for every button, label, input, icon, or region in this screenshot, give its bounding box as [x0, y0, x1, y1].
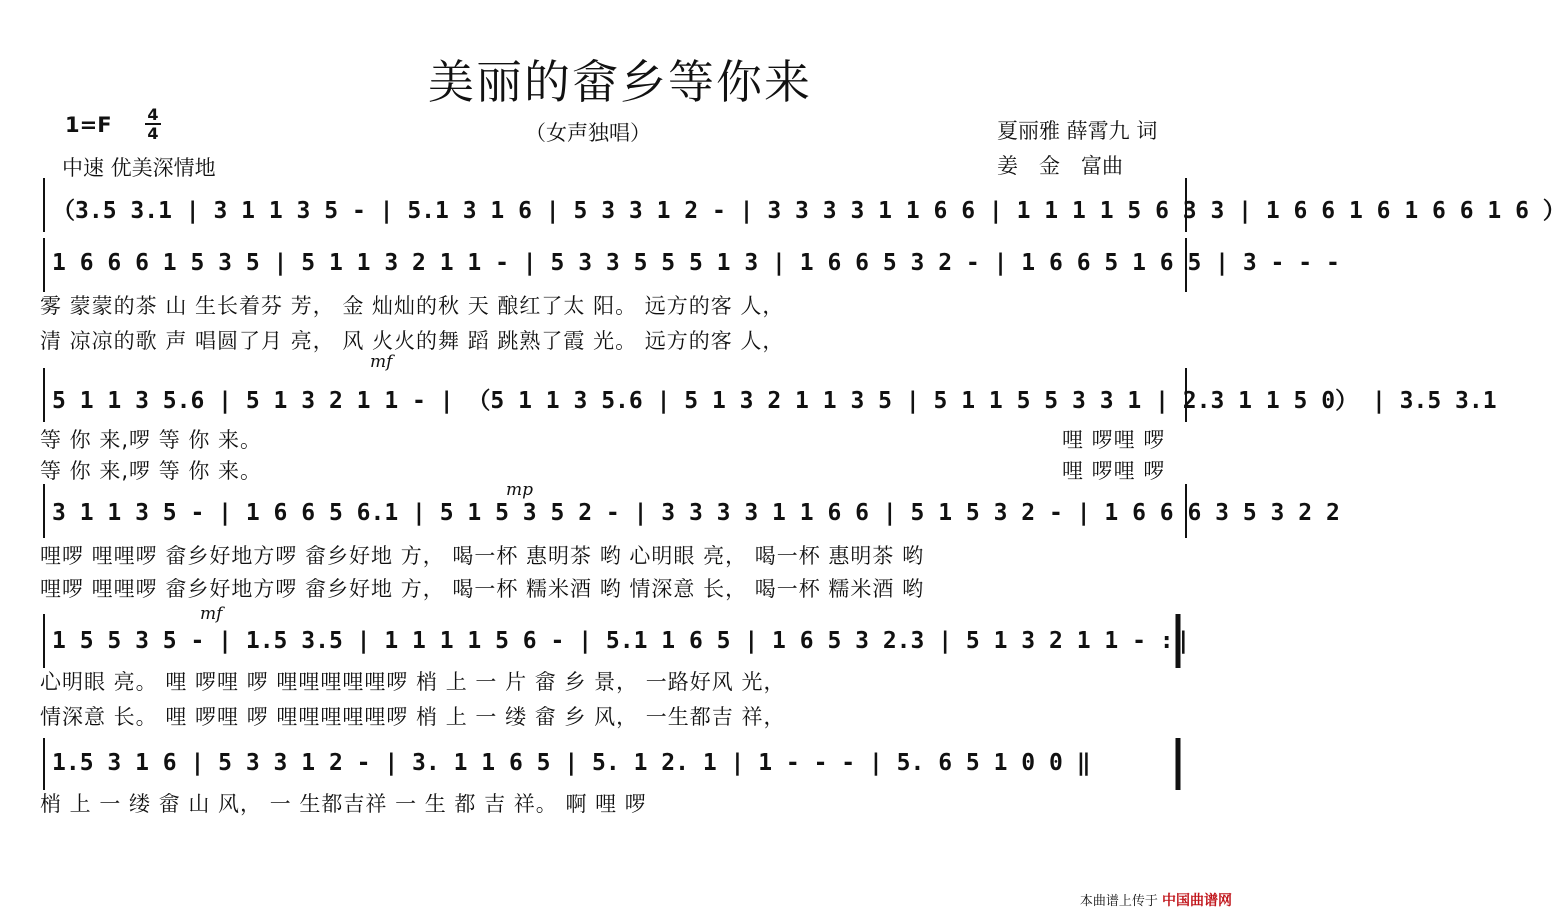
lyric-line: 哩 啰哩 啰: [1062, 459, 1166, 483]
lyric-line: 哩 啰哩 啰: [1062, 428, 1166, 452]
site-logo[interactable]: 中国曲谱网: [1162, 893, 1232, 909]
time-signature-bottom: 4: [147, 124, 159, 143]
lyric-line: 情深意 长。 哩 啰哩 啰 哩哩哩哩哩啰 梢 上 一 缕 畲 乡 风， 一生都吉 祥，: [40, 705, 786, 729]
lyric-line: 哩啰 哩哩啰 畲乡好地方啰 畲乡好地 方， 喝一杯 糯米酒 哟 情深意 长， 喝一杯 糯米酒 哟: [40, 577, 925, 601]
key-signature: 1=F: [65, 113, 112, 137]
lyric-line: 哩啰 哩哩啰 畲乡好地方啰 畲乡好地 方， 喝一杯 惠明茶 哟 心明眼 亮， 喝一杯 惠明茶 哟: [40, 544, 925, 568]
lyric-line: 等 你 来,啰 等 你 来。: [40, 428, 263, 452]
notation-line-5: 1 5 5 3 5 - | 1.5 3.5 | 1 1 1 1 5 6 - | 5.1 1 6 5 | 1 6 5 3 2.3 | 5 1 3 2 1 1 - :‖: [52, 628, 1188, 654]
composer-credit: 姜 金 富曲: [997, 154, 1123, 178]
notation-line-1: （3.5 3.1 | 3 1 1 3 5 - | 5.1 3 1 6 | 5 3 3 1 2 - | 3 3 3 3 1 1 6 6 | 1 1 1 1 5 6 3 3 | 1 6 6 1 6 1 6 6 1 6 ）: [52, 198, 1566, 224]
dynamic-mf-1: mf: [370, 352, 393, 372]
lyric-line: 等 你 来,啰 等 你 来。: [40, 459, 263, 483]
lyric-line: 梢 上 一 缕 畲 山 风， 一 生都吉祥 一 生 都 吉 祥。 啊 哩 啰: [40, 792, 647, 816]
performance-note: （女声独唱）: [525, 121, 651, 145]
lyric-line: 心明眼 亮。 哩 啰哩 啰 哩哩哩哩哩啰 梢 上 一 片 畲 乡 景， 一路好风 光，: [40, 670, 786, 694]
notation-line-2: 1 6 6 6 1 5 3 5 | 5 1 1 3 2 1 1 - | 5 3 3 5 5 5 1 3 | 1 6 6 5 3 2 - | 1 6 6 5 1 6 5 | 3 - - -: [52, 250, 1340, 276]
score-title: 美丽的畲乡等你来: [428, 55, 812, 109]
lyricist-credit: 夏丽雅 薛霄九 词: [997, 119, 1158, 143]
notation-line-4: 3 1 1 3 5 - | 1 6 6 5 6.1 | 5 1 5 3 5 2 - | 3 3 3 3 1 1 6 6 | 5 1 5 3 2 - | 1 6 6 6 3 5 3 2 2: [52, 500, 1340, 526]
lyric-line: 清 凉凉的歌 声 唱圆了月 亮， 风 火火的舞 蹈 跳熟了霞 光。 远方的客 人，: [40, 329, 785, 353]
notation-line-3: 5 1 1 3 5.6 | 5 1 3 2 1 1 - | （5 1 1 3 5.6 | 5 1 3 2 1 1 3 5 | 5 1 1 5 5 3 3 1 | 2.3 1 1 5 0） | 3.5 3.1: [52, 388, 1497, 414]
dynamic-mp: mp: [506, 480, 534, 500]
footer: [1080, 890, 1232, 910]
lyric-line: 雾 蒙蒙的茶 山 生长着芬 芳， 金 灿灿的秋 天 酿红了太 阳。 远方的客 人，: [40, 294, 785, 318]
time-signature-top: 4: [147, 105, 159, 124]
tempo-marking: 中速 优美深情地: [62, 156, 216, 180]
footer-uploaded-text: 本曲谱上传于: [1079, 894, 1158, 909]
dynamic-mf-2: mf: [200, 604, 223, 624]
notation-line-6: 1.5 3 1 6 | 5 3 3 1 2 - | 3. 1 1 6 5 | 5. 1 2. 1 | 1 - - - | 5. 6 5 1 0 0 ‖: [52, 750, 1091, 776]
